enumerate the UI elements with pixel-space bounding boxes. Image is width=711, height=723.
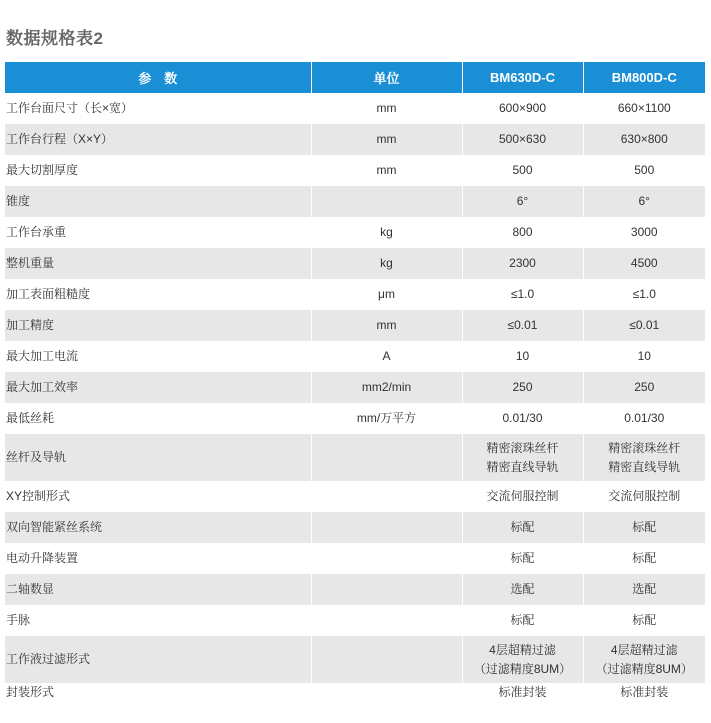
bm630d-c-cell: 10 bbox=[462, 341, 583, 372]
bm800d-c-cell: 标配 bbox=[583, 512, 705, 543]
header-param: 参 数 bbox=[5, 62, 311, 93]
bm800d-c-cell: 标配 bbox=[583, 543, 705, 574]
page-title: 数据规格表2 bbox=[6, 29, 104, 48]
bm800d-c-cell: 3000 bbox=[583, 217, 705, 248]
param-cell: 工作台承重 bbox=[6, 225, 67, 239]
unit-cell bbox=[311, 605, 462, 636]
bm630d-c-cell: 0.01/30 bbox=[462, 403, 583, 434]
unit-cell bbox=[311, 512, 462, 543]
param-cell: 最大加工电流 bbox=[6, 349, 79, 363]
unit-cell bbox=[311, 636, 462, 683]
bm630d-c-cell: 标配 bbox=[462, 512, 583, 543]
table-row bbox=[5, 279, 705, 310]
param-cell: 双向智能紧丝系统 bbox=[5, 512, 311, 543]
param-cell: 二轴数显 bbox=[5, 574, 311, 605]
param-cell: 加工表面粗糙度 bbox=[6, 287, 91, 301]
table-row bbox=[5, 155, 705, 186]
bm630d-c-cell: 精密滚珠丝杆 精密直线导轨 bbox=[462, 434, 583, 481]
bm800d-c-cell: 10 bbox=[583, 341, 705, 372]
unit-cell bbox=[311, 481, 462, 512]
table-body bbox=[5, 93, 705, 703]
bm630d-c-cell: 600×900 bbox=[462, 93, 583, 124]
param-cell: 丝杆及导轨 bbox=[5, 434, 311, 481]
bm630d-c-cell: 2300 bbox=[462, 248, 583, 279]
unit-cell bbox=[311, 186, 462, 217]
unit-cell bbox=[311, 574, 462, 605]
unit-cell bbox=[311, 543, 462, 574]
bm800d-c-cell: 6° bbox=[583, 186, 705, 217]
bm630d-c-cell: 标配 bbox=[462, 605, 583, 636]
table-row bbox=[5, 310, 705, 341]
table-row bbox=[5, 543, 705, 574]
bm800d-c-cell: 精密滚珠丝杆 精密直线导轨 bbox=[583, 434, 705, 481]
spec-table bbox=[5, 62, 705, 703]
bm800d-c-cell: 4层超精过滤 （过滤精度8UM） bbox=[583, 636, 705, 683]
bm800d-c-cell: 500 bbox=[583, 155, 705, 186]
param-cell: 锥度 bbox=[5, 186, 311, 217]
header-model-bm800d-c: BM800D-C bbox=[583, 62, 705, 93]
table-row bbox=[5, 683, 705, 703]
bm800d-c-cell: 660×1100 bbox=[583, 93, 705, 124]
table-row bbox=[5, 217, 705, 248]
bm630d-c-cell: 交流伺服控制 bbox=[462, 481, 583, 512]
param-cell: 最大切割厚度 bbox=[6, 163, 79, 177]
param-cell: 加工精度 bbox=[5, 310, 311, 341]
bm630d-c-cell: 6° bbox=[462, 186, 583, 217]
bm630d-c-cell: 4层超精过滤 （过滤精度8UM） bbox=[462, 636, 583, 683]
bm800d-c-cell: 0.01/30 bbox=[583, 403, 705, 434]
header-row bbox=[5, 62, 705, 93]
table-row bbox=[5, 605, 705, 636]
table-row bbox=[5, 248, 705, 279]
table-row bbox=[5, 636, 705, 683]
unit-cell: mm bbox=[311, 155, 462, 186]
bm800d-c-cell: 标准封装 bbox=[583, 683, 705, 703]
bm630d-c-cell: 250 bbox=[462, 372, 583, 403]
bm800d-c-cell: 630×800 bbox=[583, 124, 705, 155]
unit-cell: μm bbox=[311, 279, 462, 310]
unit-cell: A bbox=[311, 341, 462, 372]
bm630d-c-cell: 标配 bbox=[462, 543, 583, 574]
header-model-bm630d-c: BM630D-C bbox=[462, 62, 583, 93]
table-row bbox=[5, 403, 705, 434]
bm630d-c-cell: ≤1.0 bbox=[462, 279, 583, 310]
table-row bbox=[5, 93, 705, 124]
bm800d-c-cell: 标配 bbox=[583, 605, 705, 636]
bm630d-c-cell: 标准封装 bbox=[462, 683, 583, 703]
table-row bbox=[5, 341, 705, 372]
param-cell: 最低丝耗 bbox=[6, 411, 55, 425]
table-header bbox=[5, 62, 705, 93]
param-cell: 最大加工效率 bbox=[5, 372, 311, 403]
param-cell: 手脉 bbox=[6, 613, 31, 627]
param-cell: 电动升降装置 bbox=[6, 551, 79, 565]
param-cell: 工作台面尺寸（长×宽） bbox=[6, 101, 134, 115]
param-cell: 封装形式 bbox=[6, 685, 55, 699]
unit-cell bbox=[311, 683, 462, 703]
bm800d-c-cell: ≤1.0 bbox=[583, 279, 705, 310]
unit-cell: kg bbox=[311, 217, 462, 248]
table-row bbox=[5, 124, 705, 155]
table-row bbox=[5, 574, 705, 605]
bm800d-c-cell: 交流伺服控制 bbox=[583, 481, 705, 512]
table-row bbox=[5, 372, 705, 403]
unit-cell: mm2/min bbox=[311, 372, 462, 403]
bm800d-c-cell: 250 bbox=[583, 372, 705, 403]
param-cell: XY控制形式 bbox=[6, 489, 71, 503]
bm630d-c-cell: ≤0.01 bbox=[462, 310, 583, 341]
bm630d-c-cell: 选配 bbox=[462, 574, 583, 605]
table-row bbox=[5, 186, 705, 217]
bm630d-c-cell: 500×630 bbox=[462, 124, 583, 155]
param-cell: 工作液过滤形式 bbox=[5, 636, 311, 683]
bm630d-c-cell: 500 bbox=[462, 155, 583, 186]
bm800d-c-cell: 选配 bbox=[583, 574, 705, 605]
unit-cell: mm bbox=[311, 93, 462, 124]
unit-cell: mm/万平方 bbox=[311, 403, 462, 434]
param-cell: 工作台行程（X×Y） bbox=[5, 124, 311, 155]
header-unit: 单位 bbox=[311, 62, 462, 93]
unit-cell: mm bbox=[311, 310, 462, 341]
unit-cell bbox=[311, 434, 462, 481]
bm630d-c-cell: 800 bbox=[462, 217, 583, 248]
unit-cell: kg bbox=[311, 248, 462, 279]
bm800d-c-cell: ≤0.01 bbox=[583, 310, 705, 341]
bm800d-c-cell: 4500 bbox=[583, 248, 705, 279]
param-cell: 整机重量 bbox=[5, 248, 311, 279]
unit-cell: mm bbox=[311, 124, 462, 155]
table-row bbox=[5, 481, 705, 512]
table-row bbox=[5, 512, 705, 543]
table-row bbox=[5, 434, 705, 481]
